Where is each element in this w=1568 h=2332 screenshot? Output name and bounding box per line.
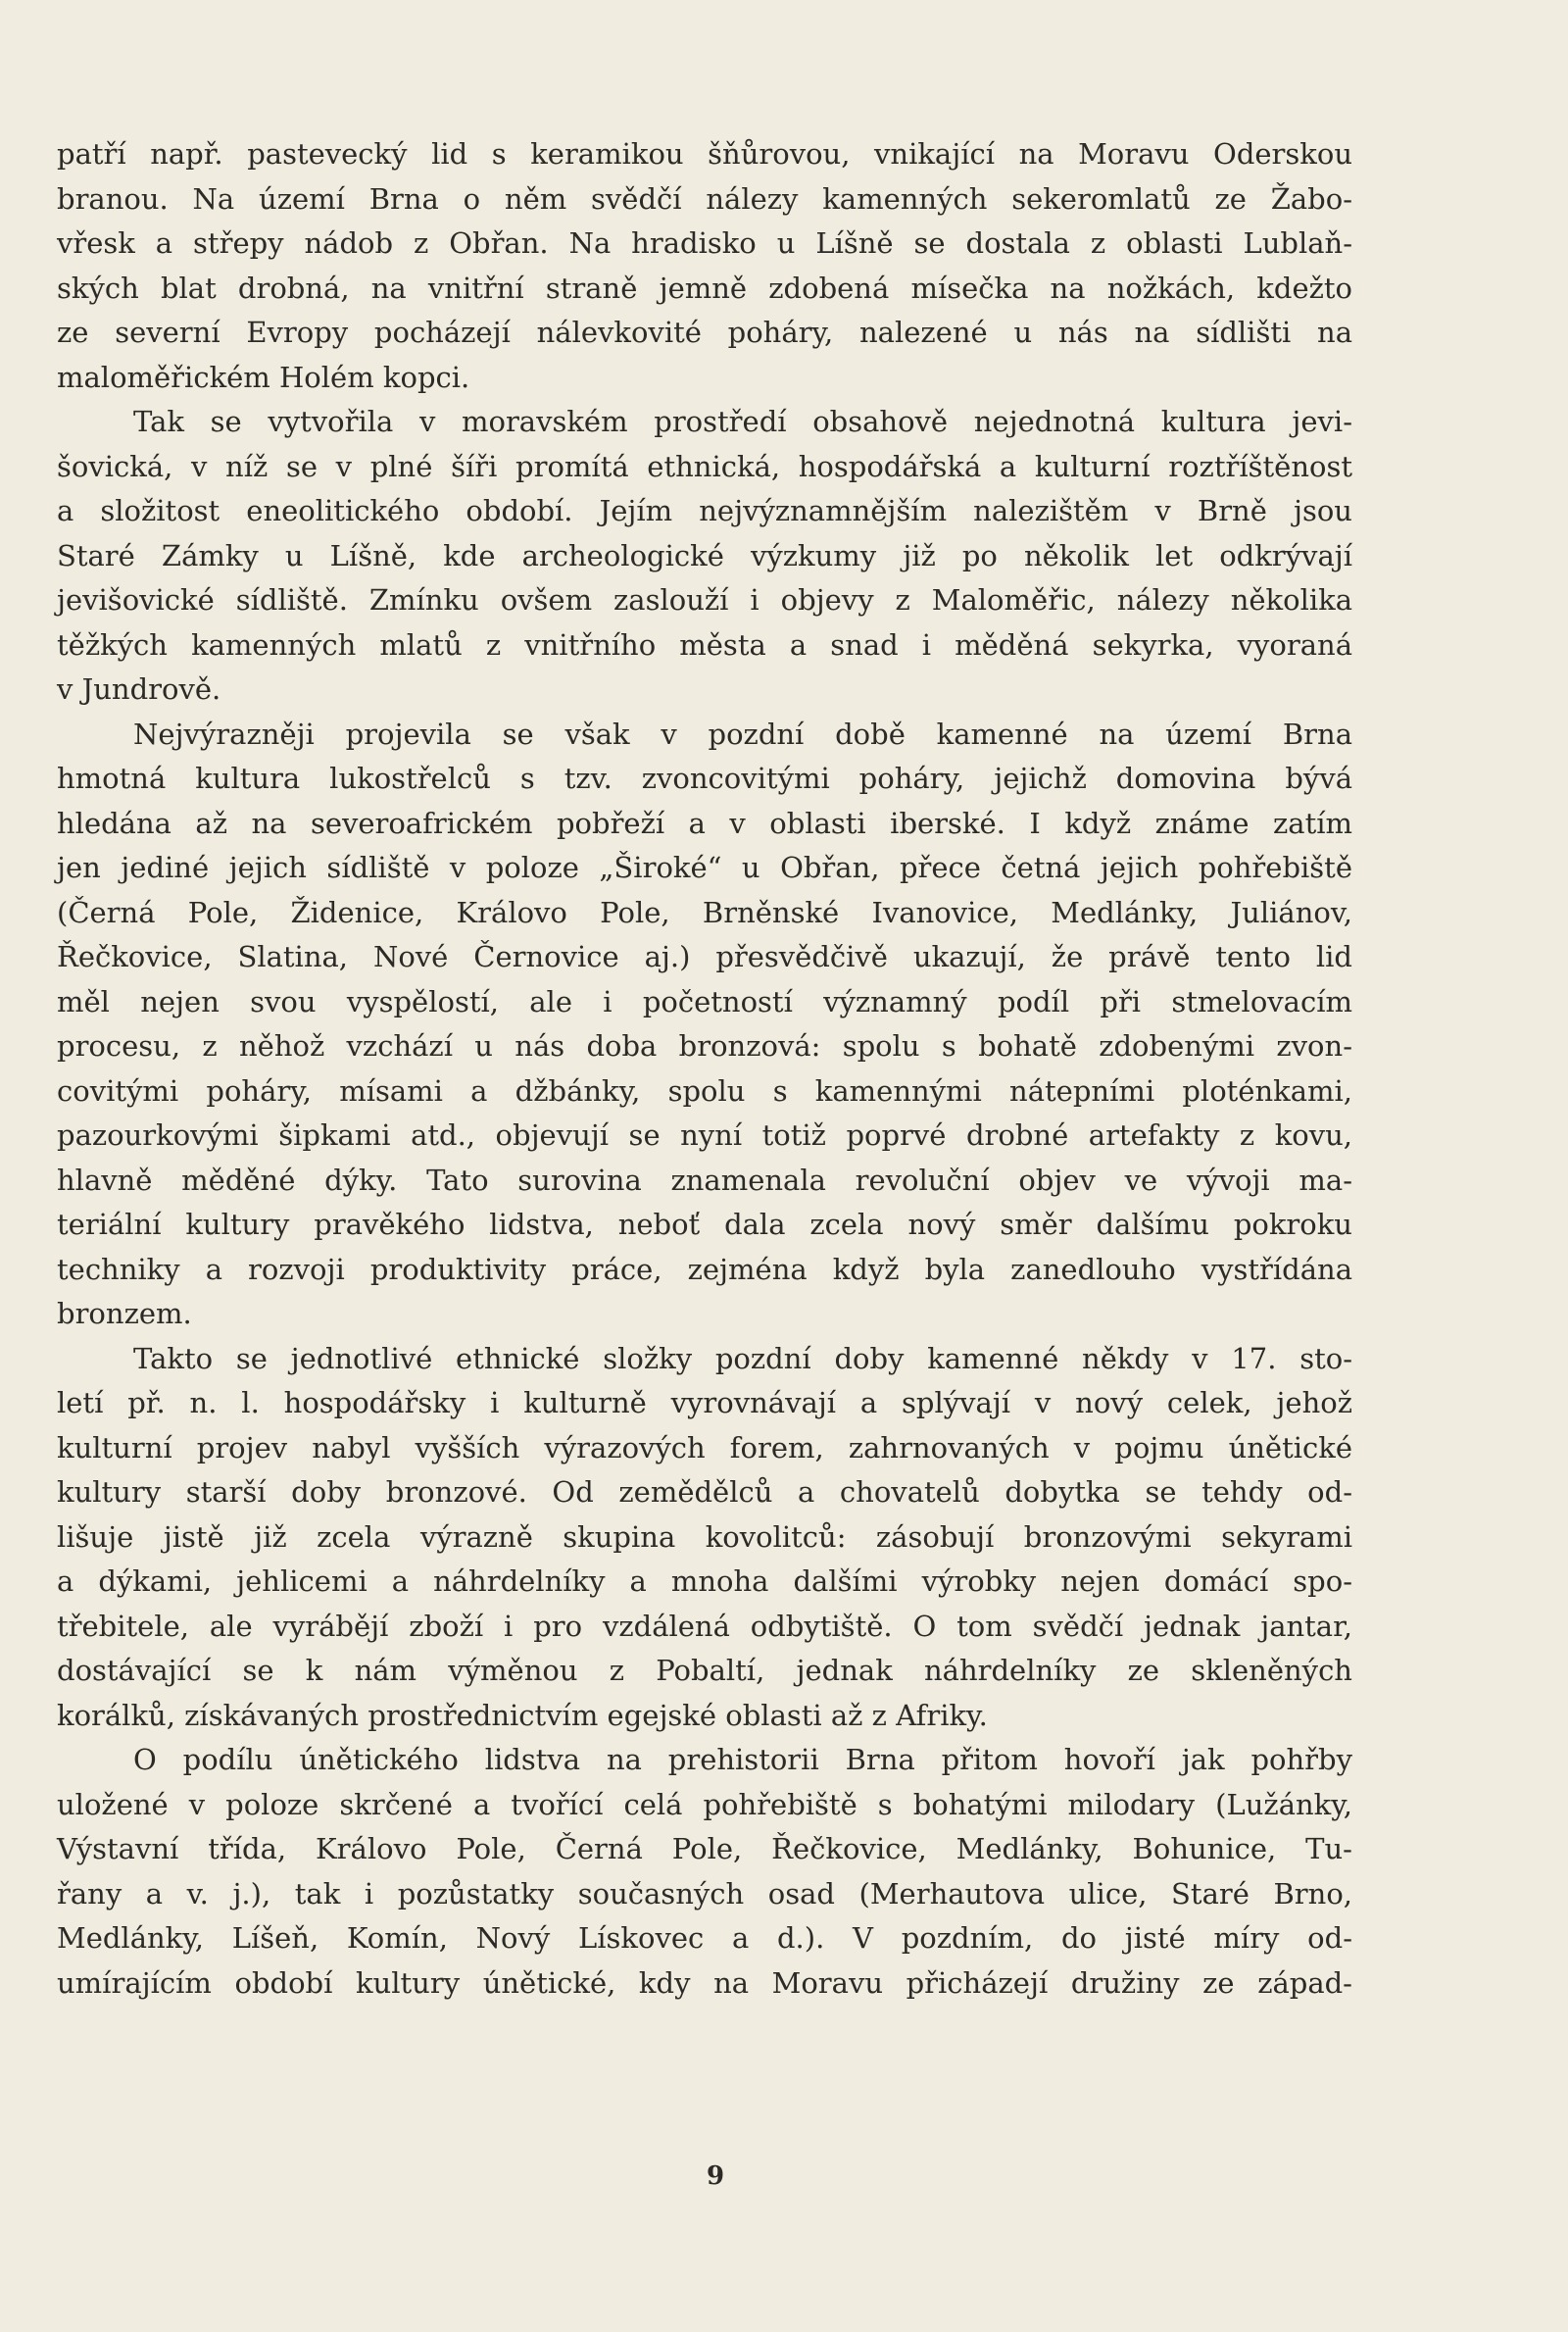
text-line: třebitele, ale vyrábějí zboží i pro vzdálená odbytiště. O tom svědčí jednak jantar, bbox=[57, 1609, 1352, 1643]
text-line: a složitost eneolitického období. Jejím nejvýznamnějším nalezištěm v Brně jsou bbox=[57, 494, 1352, 527]
text-line: O podílu únětického lidstva na prehistorii Brna přitom hovoří jak pohřby bbox=[133, 1743, 1352, 1776]
body-text bbox=[57, 132, 1352, 2006]
text-line: jen jediné jejich sídliště v poloze „Široké“ u Obřan, přece četná jejich pohřebiště bbox=[57, 851, 1352, 884]
text-line: šovická, v níž se v plné šíři promítá ethnická, hospodářská a kulturní roztříštěnost bbox=[57, 449, 1352, 483]
text-line: hlavně měděné dýky. Tato surovina znamenala revoluční objev ve vývoji ma- bbox=[57, 1163, 1352, 1197]
text-line: branou. Na území Brna o něm svědčí nálezy kamenných sekeromlatů ze Žabo- bbox=[57, 181, 1352, 216]
text-line: techniky a rozvoji produktivity práce, zejména když byla zanedlouho vystřídána bbox=[57, 1252, 1352, 1286]
text-line: procesu, z něhož vzchází u nás doba bronzová: spolu s bohatě zdobenými zvon- bbox=[57, 1029, 1352, 1063]
text-line: korálků, získávaných prostřednictvím egejské oblasti až z Afriky. bbox=[57, 1698, 988, 1732]
text-line: Takto se jednotlivé ethnické složky pozdní doby kamenné někdy v 17. sto- bbox=[133, 1341, 1352, 1375]
paragraph-3 bbox=[57, 713, 1352, 1337]
text-line: Řečkovice, Slatina, Nové Černovice aj.) přesvědčivě ukazují, že právě tento lid bbox=[57, 940, 1352, 973]
text-line: Výstavní třída, Královo Pole, Černá Pole, Řečkovice, Medlánky, Bohunice, Tu- bbox=[57, 1832, 1352, 1865]
paragraph-5 bbox=[57, 1738, 1352, 2006]
text-line: jevišovické sídliště. Zmínku ovšem zaslouží i objevy z Maloměřic, nálezy několika bbox=[57, 583, 1352, 617]
text-line: maloměřickém Holém kopci. bbox=[57, 360, 470, 394]
text-line: bronzem. bbox=[57, 1297, 192, 1330]
text-line: patří např. pastevecký lid s keramikou šňůrovou, vnikající na Moravu Oderskou bbox=[57, 137, 1352, 171]
text-line: uložené v poloze skrčené a tvořící celá pohřebiště s bohatými milodary (Lužánky, bbox=[57, 1787, 1352, 1821]
text-line: teriální kultury pravěkého lidstva, neboť dala zcela nový směr dalšímu pokroku bbox=[57, 1208, 1352, 1241]
text-line: ských blat drobná, na vnitřní straně jemně zdobená mísečka na nožkách, kdežto bbox=[57, 271, 1352, 305]
text-line: Medlánky, Líšeň, Komín, Nový Lískovec a d.). V pozdním, do jisté míry od- bbox=[57, 1921, 1352, 1955]
text-line: těžkých kamenných mlatů z vnitřního města a snad i měděná sekyrka, vyoraná bbox=[57, 627, 1352, 662]
page-number: 9 bbox=[706, 2161, 725, 2191]
text-line: vřesk a střepy nádob z Obřan. Na hradisko u Líšně se dostala z oblasti Lublaň- bbox=[57, 226, 1352, 260]
text-line: ze severní Evropy pocházejí nálevkovité poháry, nalezené u nás na sídlišti na bbox=[57, 316, 1352, 349]
text-line: covitými poháry, mísami a džbánky, spolu s kamennými nátepními ploténkami, bbox=[57, 1073, 1352, 1108]
text-line: a dýkami, jehlicemi a náhrdelníky a mnoha dalšími výrobky nejen domácí spo- bbox=[57, 1564, 1352, 1598]
text-line: (Černá Pole, Židenice, Královo Pole, Brněnské Ivanovice, Medlánky, Juliánov, bbox=[57, 895, 1352, 929]
text-line: letí př. n. l. hospodářsky i kulturně vyrovnávají a splývají v nový celek, jehož bbox=[57, 1386, 1352, 1419]
text-line: dostávající se k nám výměnou z Pobaltí, jednak náhrdelníky ze skleněných bbox=[57, 1654, 1352, 1687]
text-line: umírajícím období kultury únětické, kdy na Moravu přicházejí družiny ze západ- bbox=[57, 1965, 1352, 2000]
text-line: hledána až na severoafrickém pobřeží a v oblasti iberské. I když známe zatím bbox=[57, 806, 1352, 840]
text-line: měl nejen svou vyspělostí, ale i početností významný podíl při stmelovacím bbox=[57, 984, 1352, 1018]
paragraph-2 bbox=[57, 400, 1352, 713]
text-line: hmotná kultura lukostřelců s tzv. zvoncovitými poháry, jejichž domovina bývá bbox=[57, 762, 1352, 795]
text-line: kulturní projev nabyl vyšších výrazových forem, zahrnovaných v pojmu únětické bbox=[57, 1430, 1352, 1464]
text-line: Tak se vytvořila v moravském prostředí obsahově nejednotná kultura jevi- bbox=[133, 405, 1352, 438]
text-line: Staré Zámky u Líšně, kde archeologické výzkumy již po několik let odkrývají bbox=[57, 538, 1352, 572]
text-line: kultury starší doby bronzové. Od zemědělců a chovatelů dobytka se tehdy od- bbox=[57, 1475, 1352, 1509]
text-line: lišuje jistě již zcela výrazně skupina kovolitců: zásobují bronzovými sekyrami bbox=[57, 1519, 1352, 1554]
paragraph-1 bbox=[57, 132, 1352, 400]
text-line: v Jundrově. bbox=[57, 672, 221, 706]
paragraph-4 bbox=[57, 1337, 1352, 1739]
text-line: pazourkovými šipkami atd., objevují se nyní totiž poprvé drobné artefakty z kovu, bbox=[57, 1118, 1352, 1152]
text-line: Nejvýrazněji projevila se však v pozdní době kamenné na území Brna bbox=[133, 717, 1352, 751]
text-line: řany a v. j.), tak i pozůstatky současných osad (Merhautova ulice, Staré Brno, bbox=[57, 1876, 1352, 1910]
